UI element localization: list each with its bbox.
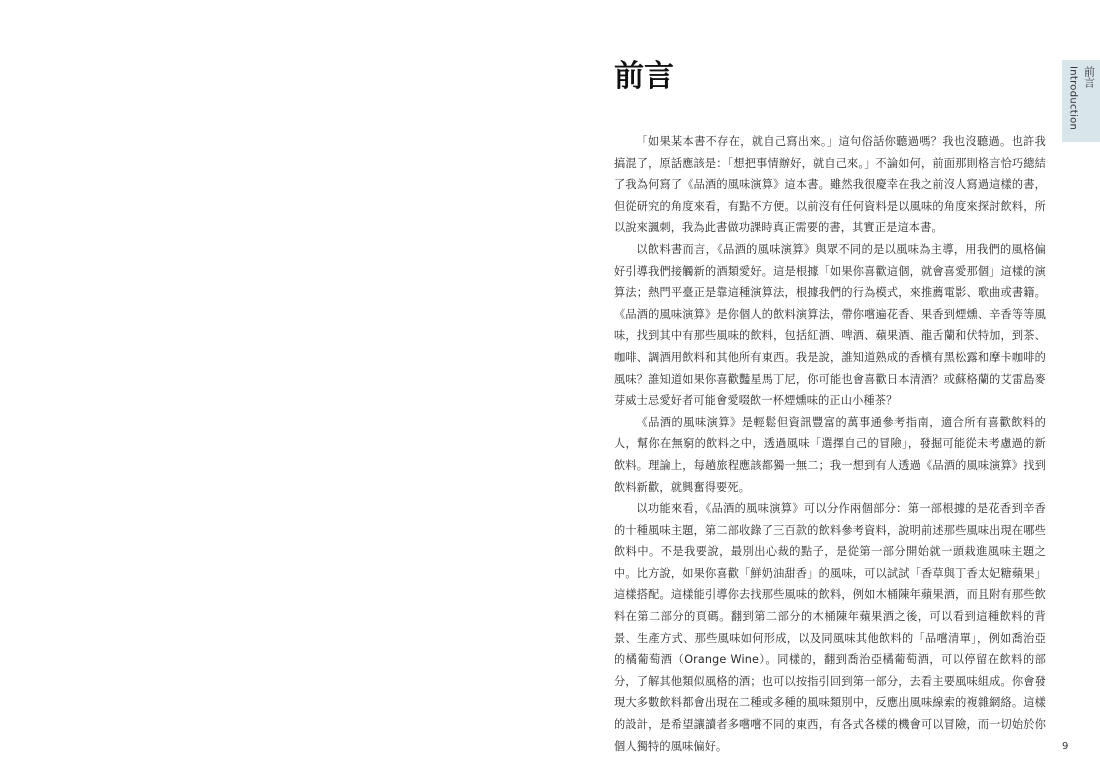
side-tab-chinese-label: 前言 <box>1082 66 1096 88</box>
paragraph-4: 以功能來看，《品酒的風味演算》可以分作兩個部分：第一部根據的是花香到辛香的十種風味主題，第二部收錄了三百款的飲料參考資料，說明前述那些風味出現在哪些飲料中。不是我要說，最別出心裁的點子，是從第一部分開始就一頭栽進風味主題之中。比方說，如果你喜歡「鮮奶油甜香」的風味，可以試試「香草與丁香太妃糖蘋果」這樣搭配。這樣能引導你去找那些風味的飲料，例如木桶陳年蘋果酒，而且附有那些飲料在第二部分的頁碼。翻到第二部分的木桶陳年蘋果酒之後，可以看到這種飲料的背景、生產方式、那些風味如何形成，以及同風味其他飲料的「品嚐清單」，例如喬治亞的橘葡萄酒（Orange Wine）。同樣的，翻到喬治亞橘葡萄酒，可以停留在飲料的部分，了解其他類似風格的酒；也可以按指引回到第一部分，去看主要風味組成。你會發現大多數飲料都會出現在二種或多種的風味類別中，反應出風味線索的複雜網絡。這樣的設計，是希望讓讀者多嚐嚐不同的東西，有各式各樣的機會可以冒險，而一切始於你個人獨特的風味偏好。 <box>614 502 1046 753</box>
body-text <box>614 131 1046 757</box>
page-number: 9 <box>1062 741 1069 752</box>
page-title: 前言 <box>614 59 674 94</box>
side-tab-english-label: Introduction <box>1067 66 1079 131</box>
paragraph-3: 《品酒的風味演算》是輕鬆但資訊豐富的萬事通參考指南，適合所有喜歡飲料的人，幫你在無窮的飲料之中，透過風味「選擇自己的冒險」，發掘可能從未考慮過的新飲料。理論上，每趟旅程應該都獨一無二；我一想到有人透過《品酒的風味演算》找到飲料新歡，就興奮得要死。 <box>614 415 1046 494</box>
paragraph-1: 「如果某本書不存在，就自己寫出來。」這句俗話你聽過嗎？我也沒聽過。也許我搞混了，原話應該是：「想把事情辦好，就自己來。」不論如何，前面那則格言恰巧總結了我為何寫了《品酒的風味演算》這本書。雖然我很慶幸在我之前沒人寫過這樣的書，但從研究的角度來看，有點不方便。以前沒有任何資料是以風味的角度來探討飲料，所以說來諷刺，我為此書做功課時真正需要的書，其實正是這本書。 <box>614 135 1046 235</box>
chapter-side-tab <box>1062 60 1100 142</box>
paragraph-2: 以飲料書而言，《品酒的風味演算》與眾不同的是以風味為主導，用我們的風格偏好引導我們接觸新的酒類愛好。這是根據「如果你喜歡這個，就會喜愛那個」這樣的演算法；熱門平臺正是靠這種演算法，根據我們的行為模式，來推薦電影、歌曲或書籍。《品酒的風味演算》是你個人的飲料演算法，帶你嚐遍花香、果香到煙燻、辛香等等風味，找到其中有那些風味的飲料，包括紅酒、啤酒、蘋果酒、龍舌蘭和伏特加，到茶、咖啡、調酒用飲料和其他所有東西。我是說，誰知道熟成的香檳有黑松露和摩卡咖啡的風味？誰知道如果你喜歡豔星馬丁尼，你可能也會喜歡日本清酒？或蘇格蘭的艾雷島麥芽威士忌愛好者可能會愛啜飲一杯煙燻味的正山小種茶？ <box>614 242 1046 408</box>
